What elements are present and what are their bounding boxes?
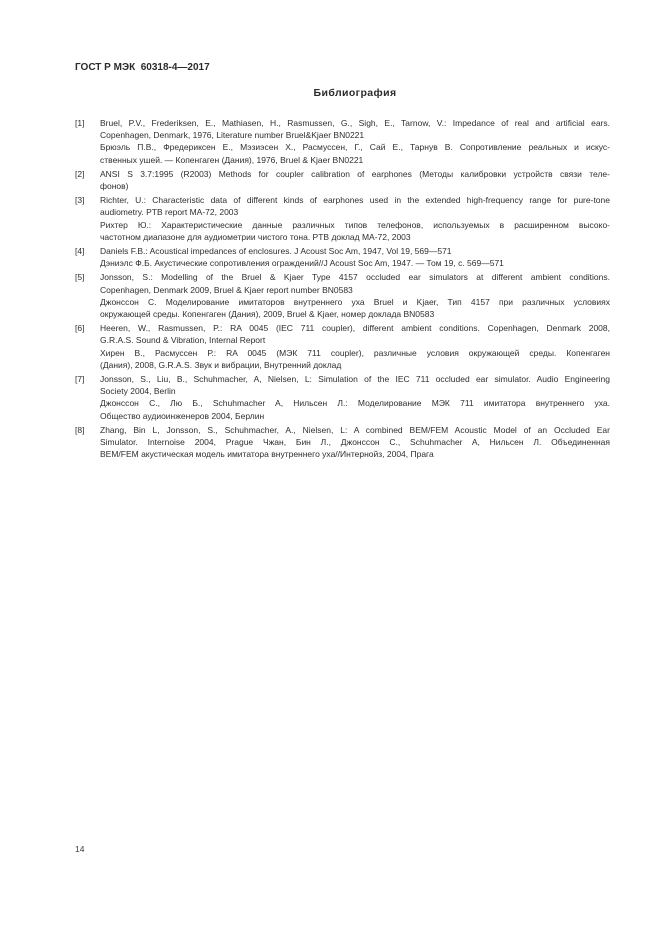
entry-line: Jonsson, S., Liu, B., Schuhmacher, A, Nielsen, L: Simulation of the IEC 711 occluded ear simulator. Audio Engineering [100,374,610,385]
entry-line: частотном диапазоне для аудиометрии чистого тона. PTB доклад MA-72, 2003 [100,231,411,242]
entry-line: ственных ушей. — Копенгаген (Дания), 1976, Bruel & Kjaer BN0221 [100,154,364,165]
page-number: 14 [75,844,85,854]
entry-line: Bruel, P.V., Frederiksen, E., Mathiasen, H., Rasmussen, G., Sigh, E., Tarnow, V.: Impedance of real and artificial ears. [100,118,610,128]
entry-number: [1] [75,118,85,128]
entry-line: Брюэль П.В., Фредериксен Е., Мэзиэсен Х., Расмуссен, Г., Сай Е., Тарнув В. Сопротивление реальных и искус- [100,142,610,153]
bibliography-entry [75,373,610,422]
entry-number: [5] [75,272,85,283]
entry-text [100,168,610,192]
entry-line: Дэниэлс Ф.Б. Акустические сопротивления ограждений//J Acoust Soc Am, 1947. — Том 19, с. 569—571 [100,258,504,269]
entry-line: Heeren, W., Rasmussen, P.: RA 0045 (IEC 711 coupler), different ambient conditions. Copenhagen, Denmark 2008, [100,323,610,334]
entry-line: окружающей среды. Копенгаген (Дания), 2009, Bruel & Kjaer, номер доклада BN0583 [100,309,435,320]
entry-line: ANSI S 3.7:1995 (R2003) Methods for coupler calibration of earphones (Методы калибровки устройств связи теле- [100,168,610,179]
page-title: Библиография [313,87,397,99]
entry-text [100,322,610,371]
bibliography-entry [75,424,610,461]
entry-line: Richter, U.: Characteristic data of different kinds of earphones used in the extended high-frequency range for pure-tone [100,195,610,206]
bibliography-entry [75,168,610,192]
entry-line: Simulator. Internoise 2004, Prague Чжан, Бин Л., Джонссон С., Schuhmacher A, Нильсен Л. Объединенная [100,437,610,448]
entry-text [100,424,610,461]
bibliography-list [75,117,610,462]
bibliography-entry [75,322,610,371]
bibliography-entry [75,194,610,243]
bibliography-entry [75,271,610,320]
entry-text [100,245,610,269]
entry-line: Рихтер Ю.: Характеристические данные различных типов телефонов, используемых в расширенном высоко- [100,219,610,230]
entry-line: Общество аудиоинженеров 2004, Берлин [100,410,265,421]
bibliography-entry [75,245,610,269]
entry-line: Zhang, Bin L, Jonsson, S., Schuhmacher, A., Nielsen, L: A combined BEM/FEM Acoustic Model of an Occluded Ear [100,424,610,435]
entry-line: G.R.A.S. Sound & Vibration, Internal Report [100,335,266,346]
entry-text [100,194,610,243]
entry-line: Daniels F.B.: Acoustical impedances of enclosures. J Acoust Soc Am, 1947, Vol 19, 569—571 [100,246,452,257]
entry-line: Society 2004, Berlin [100,386,176,397]
entry-line: фонов) [100,181,129,192]
entry-line: Copenhagen, Denmark, 1976, Literature number Bruel&Kjaer BN0221 [100,130,365,141]
entry-number: [2] [75,168,85,179]
entry-line: Jonsson, S.: Modelling of the Bruel & Kjaer Type 4157 occluded ear simulators at different ambient conditions. [100,272,610,283]
entry-number: [8] [75,424,85,435]
entry-line: Джонссон С., Лю Б., Schuhmacher A, Нильсен Л.: Моделирование МЭК 711 имитатора внутреннего уха. [100,398,610,409]
entry-text [100,271,610,320]
entry-line: Хирен В., Расмуссен Р.: RA 0045 (МЭК 711 coupler), различные условия окружающей среды. Копенгаген [100,347,610,358]
entry-number: [4] [75,246,85,257]
entry-line: BEM/FEM акустическая модель имитатора внутреннего уха//Интернойз, 2004, Прага [100,449,434,460]
entry-line: Copenhagen, Denmark 2009, Bruel & Kjaer report number BN0583 [100,284,353,295]
entry-line: (Дания), 2008, G.R.A.S. Звук и вибрации, Внутренний доклад [100,359,342,370]
entry-line: audiometry. PTB report MA-72, 2003 [100,207,239,218]
entry-line: Джонссон С. Моделирование имитаторов внутреннего уха Bruel и Kjaer, Тип 4157 при различных условиях [100,296,610,307]
entry-number: [6] [75,323,85,334]
entry-number: [7] [75,374,85,385]
entry-number: [3] [75,195,85,206]
bibliography-entry [75,117,610,166]
entry-text [100,117,610,166]
doc-code-header: ГОСТ Р МЭК 60318-4—2017 [75,62,210,73]
entry-text [100,373,610,422]
